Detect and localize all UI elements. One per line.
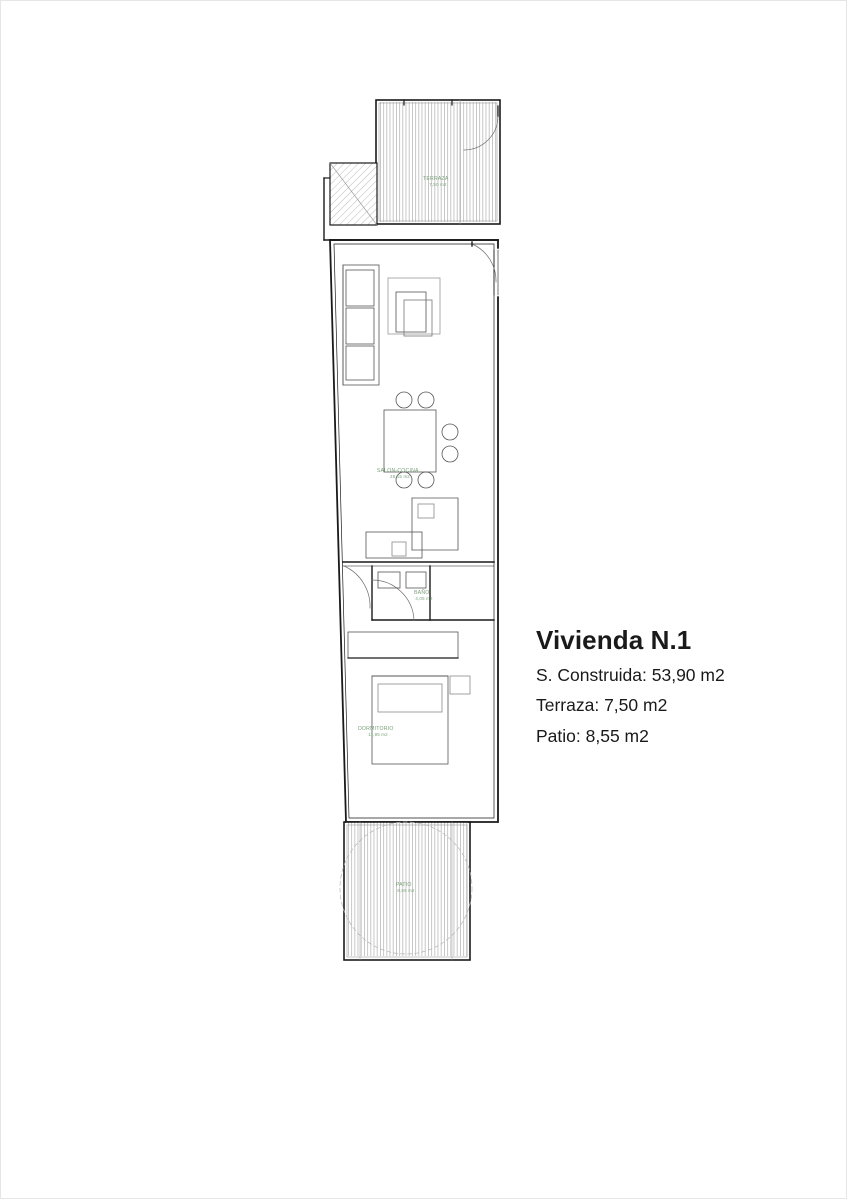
terrace-area bbox=[376, 100, 500, 224]
terrace-area-line: Terraza: 7,50 m2 bbox=[536, 695, 668, 716]
dwelling-outline bbox=[330, 240, 498, 822]
page-title: Vivienda N.1 bbox=[536, 625, 692, 655]
room-label-terraza: TERRAZA 7,50 m2 bbox=[422, 176, 449, 187]
room-label-salon-cocina: SALON-COCINA 28,15 m2 bbox=[376, 468, 419, 479]
room-label-bano: BAÑO 4,05 m2 bbox=[414, 590, 433, 601]
title-block bbox=[536, 626, 816, 757]
patio-area-line: Patio: 8,55 m2 bbox=[536, 726, 649, 747]
bedroom-furniture bbox=[348, 632, 470, 764]
room-label-dormitorio: DORMITORIO 11,95 m2 bbox=[357, 726, 394, 737]
floor-plan-drawing bbox=[300, 80, 540, 1000]
room-label-patio: PATIO 8,55 m2 bbox=[395, 882, 415, 893]
entrance-door bbox=[472, 242, 496, 282]
built-area-line: S. Construida: 53,90 m2 bbox=[536, 664, 725, 685]
stair-hatch-area bbox=[324, 163, 377, 240]
living-room-furniture bbox=[343, 265, 458, 558]
